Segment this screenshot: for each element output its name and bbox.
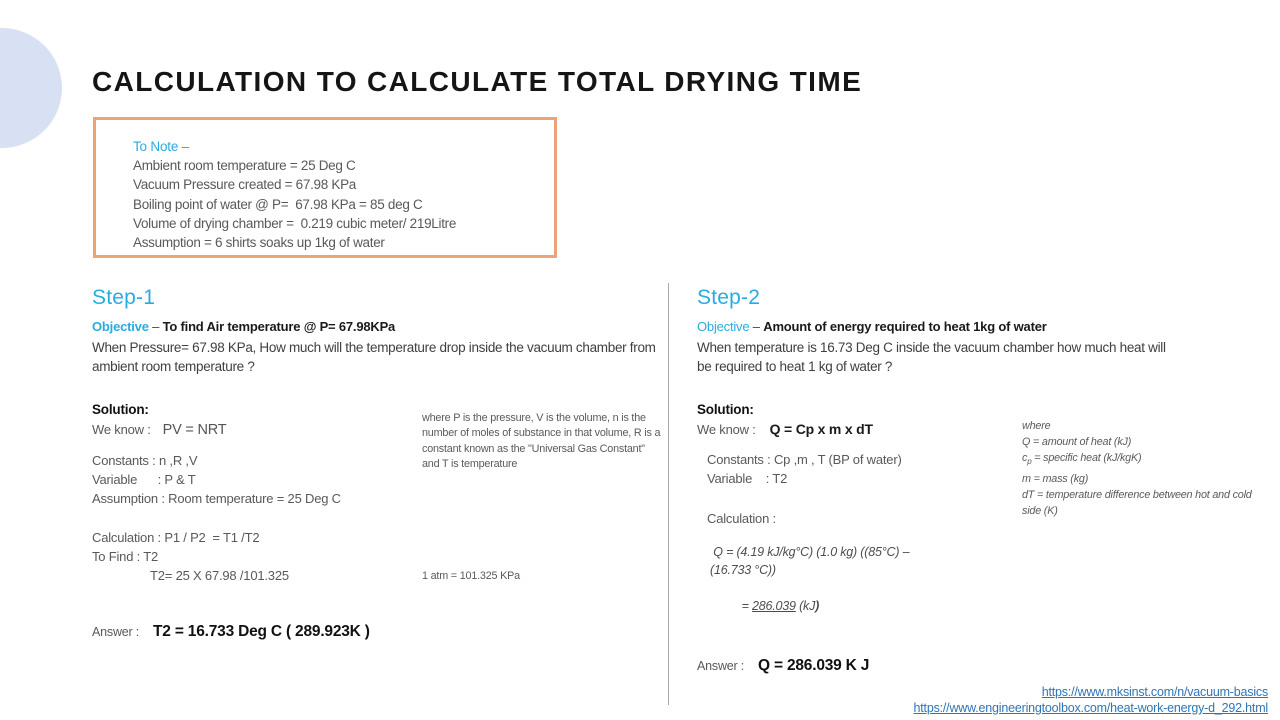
reference-links — [914, 684, 1268, 716]
step2-result-value: 286.039 — [752, 599, 796, 613]
step1-constants: Constants : n ,R ,V — [92, 453, 198, 468]
step1-answer-value: T2 = 16.733 Deg C ( 289.923K ) — [153, 623, 370, 640]
note-heading: To Note – — [133, 139, 189, 154]
step2-note-cp: $c_p$ = specific heat (kJ/kgK) — [1022, 452, 1142, 467]
step1-calc-line: T2= 25 X 67.98 /101.325 — [150, 568, 289, 583]
step2-calc-line2: (16.733 °C)) — [710, 563, 776, 577]
step2-result-close: ) — [815, 599, 820, 613]
step2-variable: Variable : T2 — [707, 471, 788, 486]
note-line: Ambient room temperature = 25 Deg C — [133, 158, 356, 173]
note-line: Boiling point of water @ P= 67.98 KPa = 85 deg C — [133, 196, 423, 212]
step1-assumption: Assumption : Room temperature = 25 Deg C — [92, 491, 341, 506]
step1-gas-law-note: where P is the pressure, V is the volume, n is the number of moles of substance in that volume, R is a constant known as the "Universal Gas Constant" and T is temperature — [422, 412, 661, 470]
page-title: CALCULATION TO CALCULATE TOTAL DRYING TIME — [92, 66, 863, 97]
step1-solution-label: Solution: — [92, 402, 149, 417]
step2-heat-note — [1022, 418, 1260, 519]
step1-atm-note: 1 atm = 101.325 KPa — [422, 570, 520, 582]
step2-answer-line — [697, 657, 1257, 675]
step2-we-know-label: We know : — [697, 422, 756, 437]
step1-question: When Pressure= 67.98 KPa, How much will the temperature drop inside the vacuum chamber from ambient room temperature ? — [92, 340, 656, 374]
step2-note-where: where — [1022, 420, 1051, 432]
step2-calc-line1: Q = (4.19 kJ/kg°C) (1.0 kg) ((85°C) – — [710, 545, 910, 559]
note-line: Vacuum Pressure created = 67.98 KPa — [133, 177, 357, 193]
step1-answer-label: Answer : — [92, 625, 140, 639]
step2-note-dt: dT = temperature difference between hot and cold side (K) — [1022, 488, 1252, 518]
step2-answer-value: Q = 286.039 K J — [758, 657, 870, 674]
step2-objective-text: Amount of energy required to heat 1kg of water — [763, 319, 1047, 334]
step2-result-unit: (kJ — [795, 599, 816, 613]
step1-we-know-label: We know : — [92, 422, 151, 437]
step1-calculation: Calculation : P1 / P2 = T1 /T2 — [92, 530, 260, 545]
step2-calc-result — [697, 579, 1257, 633]
step1-objective — [92, 317, 670, 336]
step2-objective-dash: – — [749, 319, 764, 334]
step2-result-eq: = — [741, 599, 753, 613]
link-vacuum-basics[interactable]: https://www.mksinst.com/n/vacuum-basics — [1041, 685, 1268, 699]
step1-heading: Step-1 — [92, 286, 156, 309]
note-box — [93, 117, 557, 258]
step2-heading: Step-2 — [697, 286, 761, 309]
step1-objective-label: Objective — [92, 319, 149, 334]
step1-variable: Variable : P & T — [92, 472, 196, 487]
step1-objective-dash: – — [148, 319, 163, 334]
step1-formula: PV = NRT — [162, 422, 227, 438]
step2-question: When temperature is 16.73 Deg C inside the vacuum chamber how much heat will be required to heat 1 kg of water ? — [697, 340, 1166, 374]
decorative-circle — [0, 28, 62, 148]
step2-objective-label: Objective — [697, 319, 750, 334]
step2-calculation-label: Calculation : — [707, 511, 776, 526]
note-line: Assumption = 6 shirts soaks up 1kg of water — [133, 235, 385, 251]
step2-answer-label: Answer : — [697, 659, 745, 673]
step2-formula: Q = Cp x m x dT — [769, 421, 873, 437]
step1-answer-line — [92, 623, 670, 641]
cp-subscript: p — [1027, 457, 1032, 467]
step2-solution-label: Solution: — [697, 402, 754, 417]
step2-note-m: m = mass (kg) — [1022, 472, 1089, 485]
step2-objective — [697, 317, 1257, 336]
step2-note-q: Q = amount of heat (kJ) — [1022, 436, 1132, 449]
step1-to-find: To Find : T2 — [92, 549, 159, 564]
step1-objective-text: To find Air temperature @ P= 67.98KPa — [162, 319, 396, 334]
note-line: Volume of drying chamber = 0.219 cubic meter/ 219Litre — [133, 215, 457, 231]
link-heat-work-energy[interactable]: https://www.engineeringtoolbox.com/heat-work-energy-d_292.html — [913, 701, 1268, 715]
step2-constants: Constants : Cp ,m , T (BP of water) — [707, 452, 902, 467]
